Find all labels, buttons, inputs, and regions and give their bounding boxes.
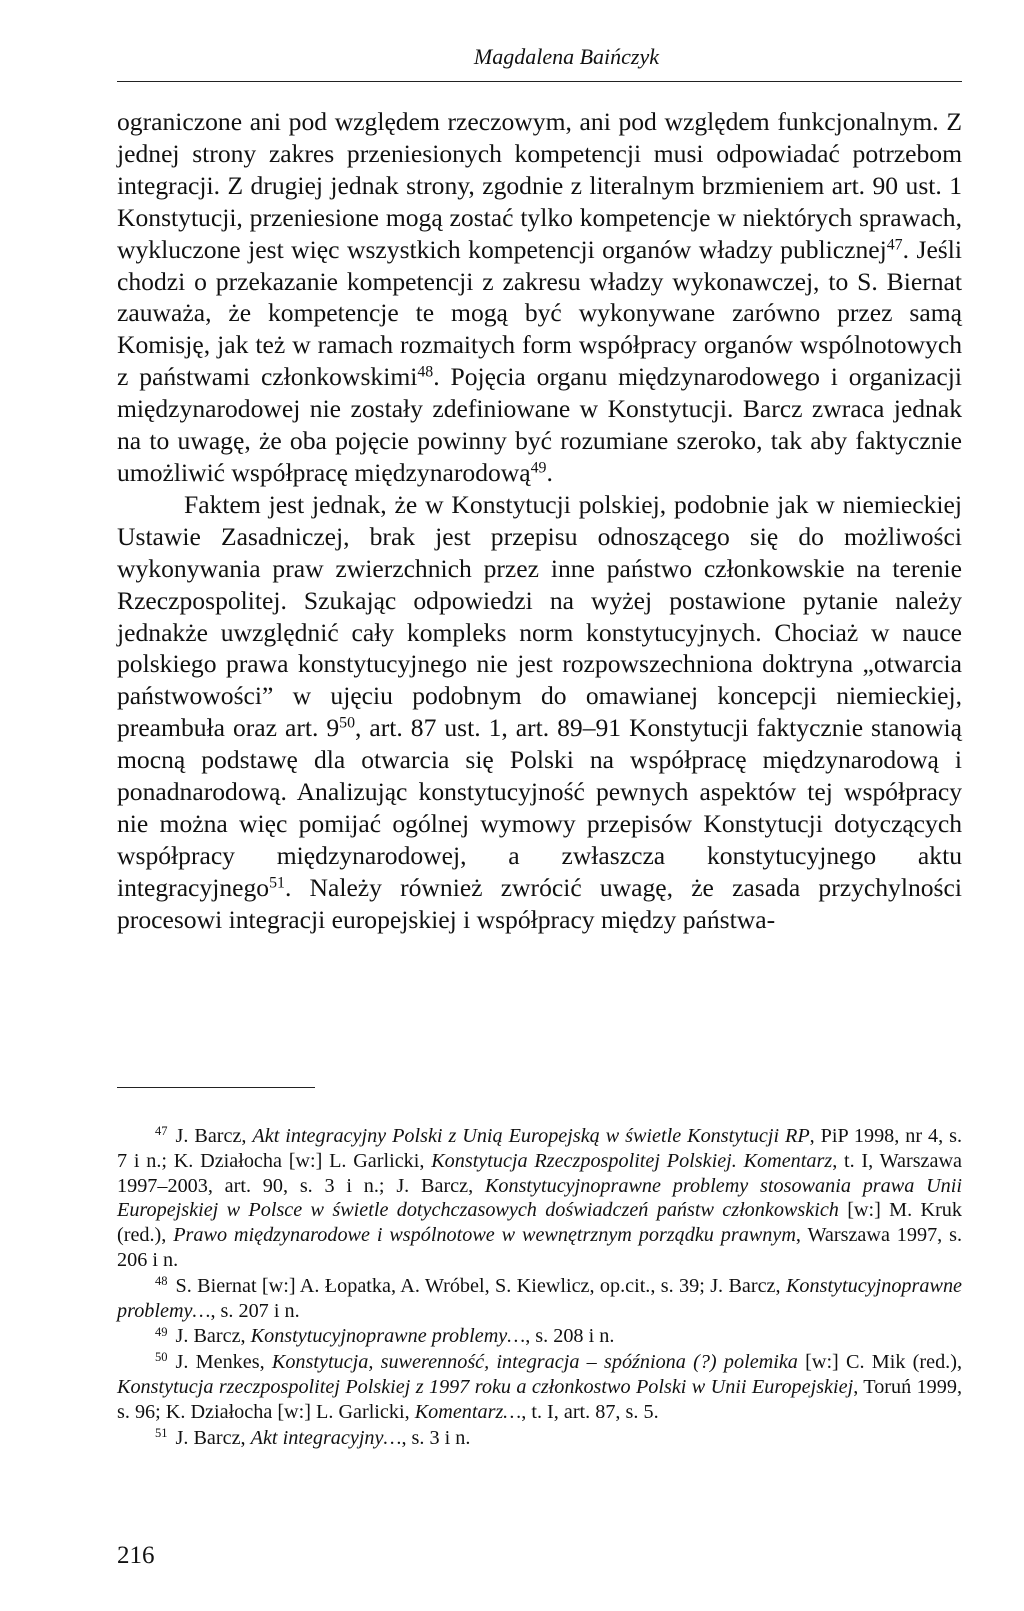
footnote-ref-47: 47 <box>886 235 903 253</box>
footnote-ref-51: 51 <box>269 874 285 892</box>
header-rule <box>117 81 962 82</box>
footnote-ref-49: 49 <box>530 459 547 477</box>
footnote-rule <box>117 1087 315 1088</box>
page-number: 216 <box>117 1542 155 1569</box>
footnote-50: $^{50}$ J. Menkes, Konstytucja, suwerenność, integracja – spóźniona (?) polemika [w:] C. Mik (red.), Konstytucja rzeczpospolitej Polskiej z 1997 roku a członkostwo Polski w Unii Europejskiej, Toruń 1999, s. 96; K. Działocha [w:] L. Garlicki, Komentarz…, t. I, art. 87, s. 5. <box>117 1350 963 1423</box>
footnote-49: $^{49}$ J. Barcz, Konstytucyjnoprawne problemy…, s. 208 i n. <box>155 1324 615 1348</box>
footnote-48: $^{48}$ S. Biernat [w:] A. Łopatka, A. Wróbel, S. Kiewlicz, op.cit., s. 39; J. Barcz, Konstytucyjnoprawne problemy…, s. 207 i n. <box>117 1273 962 1322</box>
footnote-ref-50: 50 <box>339 714 356 732</box>
footnote-ref-48: 48 <box>417 363 434 381</box>
footnote-47: $^{47}$ J. Barcz, Akt integracyjny Polski z Unią Europejską w świetle Konstytucji RP, PiP 1998, nr 4, s. 7 i n.; K. Działocha [w:] L. Garlicki, Konstytucja Rzeczpospolitej Polskiej. Komentarz, t. I, Warszawa 1997–2003, art. 90, s. 3 i n.; J. Barcz, Konstytucyjnoprawne problemy stosowania prawa Unii Europejskiej w Polsce w świetle dotychczasowych doświadczeń państw członkowskich [w:] M. Kruk (red.), Prawo międzynarodowe i wspólnotowe w wewnętrznym porządku prawnym, Warszawa 1997, s. 206 i n. <box>117 1124 963 1271</box>
footnotes <box>117 1124 962 1451</box>
paragraph-1: ograniczone ani pod względem rzeczowym, ani pod względem funkcjonalnym. Z jednej strony zakres przeniesionych kompetencji musi odpowiadać potrzebom integracji. Z drugiej jednak strony, zgodnie z literalnym brzmieniem art. 90 ust. 1 Konstytucji, przeniesione mogą zostać tylko kompetencje w niektórych sprawach, wykluczone jest więc wszystkich kompetencji organów władzy publicznej$^{47}$. Jeśli chodzi o przekazanie kompetencji z zakresu władzy wykonawczej, to S. Biernat zauważa, że kompetencje te mogą być wykonywane zarówno przez samą Komisję, jak też w ramach rozmaitych form współpracy organów wspólnotowych z państwami członkowskimi$^{48}$. Pojęcia organu międzynarodowego i organizacji międzynarodowej nie zostały zdefiniowane w Konstytucji. Barcz zwraca jednak na to uwagę, że oba pojęcie powinny być rozumiane szeroko, tak aby faktycznie umożliwić współpracę międzynarodową$^{49}$. <box>117 107 962 487</box>
body-text <box>117 106 962 936</box>
paragraph-2: Faktem jest jednak, że w Konstytucji polskiej, podobnie jak w niemieckiej Ustawie Zasadniczej, brak jest przepisu odnoszącego się do możliwości wykonywania praw zwierzchnich przez inne państwo członkowskie na terenie Rzeczpospolitej. Szukając odpowiedzi na wyżej postawione pytanie należy jednakże uwzględnić cały kompleks norm konstytucyjnych. Chociaż w nauce polskiego prawa konstytucyjnego nie jest rozpowszechniona doktryna „otwarcia państwowości” w ujęciu podobnym do omawianej koncepcji niemieckiej, preambuła oraz art. $9^{50}$, art. 87 ust. 1, art. 89–91 Konstytucji faktycznie stanowią mocną podstawę dla otwarcia się Polski na współpracę międzynarodową i ponadnarodową. Analizując konstytucyjność pewnych aspektów tej współpracy nie można więc pomijać ogólnej wymowy przepisów Konstytucji dotyczących współpracy międzynarodowej, a zwłaszcza konstytucyjnego aktu integracyjnego$^{51}$. Należy również zwrócić uwagę, że zasada przychylności procesowi integracji europejskiej i współpracy między państwa- <box>117 489 963 934</box>
footnote-51: $^{51}$ J. Barcz, Akt integracyjny…, s. 3 i n. <box>155 1425 471 1449</box>
running-header: Magdalena Baińczyk <box>473 44 659 69</box>
